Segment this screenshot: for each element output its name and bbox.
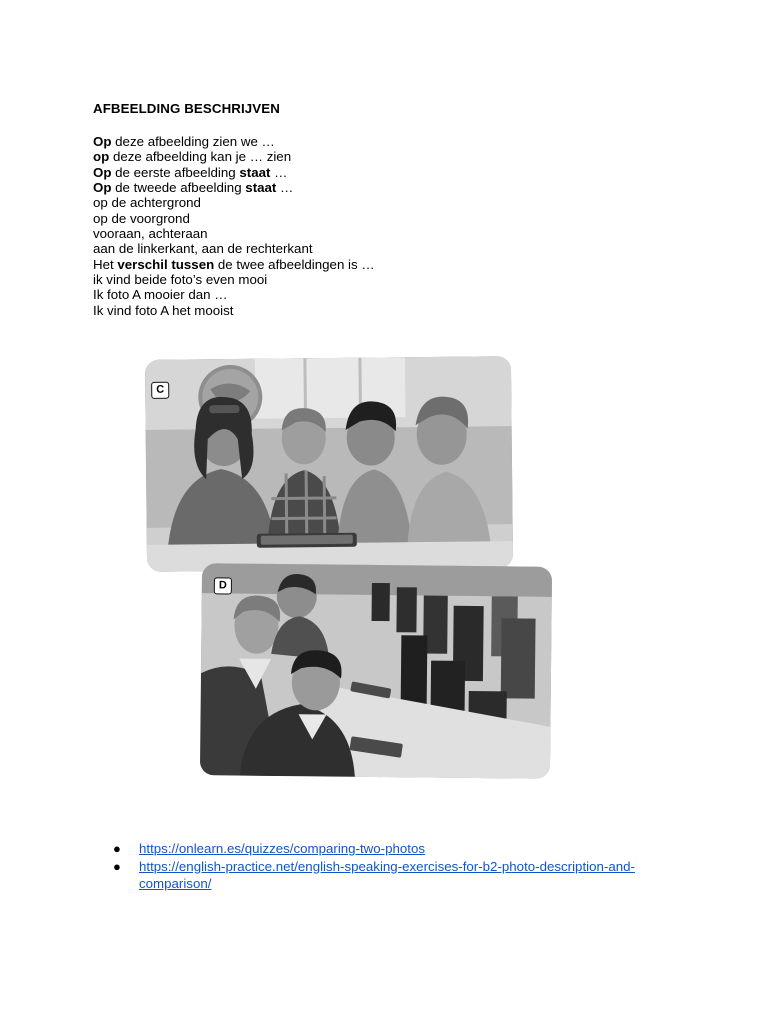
photo-c-label: C <box>151 382 169 399</box>
phrase-list <box>93 134 375 318</box>
list-item <box>113 840 693 858</box>
phrase-line: op deze afbeelding kan je … zien <box>93 149 292 165</box>
list-item <box>113 858 693 893</box>
photo-d-label: D <box>214 577 232 594</box>
resource-link-english-practice[interactable]: https://english-practice.net/english-speaking-exercises-for-b2-photo-description-and-comparison/ <box>139 858 635 891</box>
phrase-line: ik vind beide foto’s even mooi <box>93 272 268 288</box>
photo-c <box>145 356 513 572</box>
resource-link-onlearn[interactable]: https://onlearn.es/quizzes/comparing-two-photos <box>139 841 426 856</box>
phrase-line: aan de linkerkant, aan de rechterkant <box>93 241 313 257</box>
bullet-icon: ● <box>113 858 121 874</box>
phrase-line: vooraan, achteraan <box>93 226 208 242</box>
resource-link-list <box>113 840 693 893</box>
phrase-line: Ik vind foto A het mooist <box>93 302 234 318</box>
phrase-line: Het verschil tussen de twee afbeeldingen is … <box>93 256 375 272</box>
document-heading: AFBEELDING BESCHRIJVEN <box>93 101 280 116</box>
phrase-line: Op de tweede afbeelding staat … <box>93 180 294 196</box>
phrase-line: op de voorgrond <box>93 210 190 226</box>
phrase-line: Op deze afbeelding zien we … <box>93 134 275 149</box>
phrase-line: Op de eerste afbeelding staat … <box>93 164 288 180</box>
photo-d-illustration <box>200 563 552 779</box>
phrase-line: Ik foto A mooier dan … <box>93 287 228 303</box>
phrase-line: op de achtergrond <box>93 195 201 211</box>
photo-c-illustration <box>145 356 513 572</box>
bullet-icon: ● <box>113 841 121 856</box>
photo-d <box>200 563 552 779</box>
